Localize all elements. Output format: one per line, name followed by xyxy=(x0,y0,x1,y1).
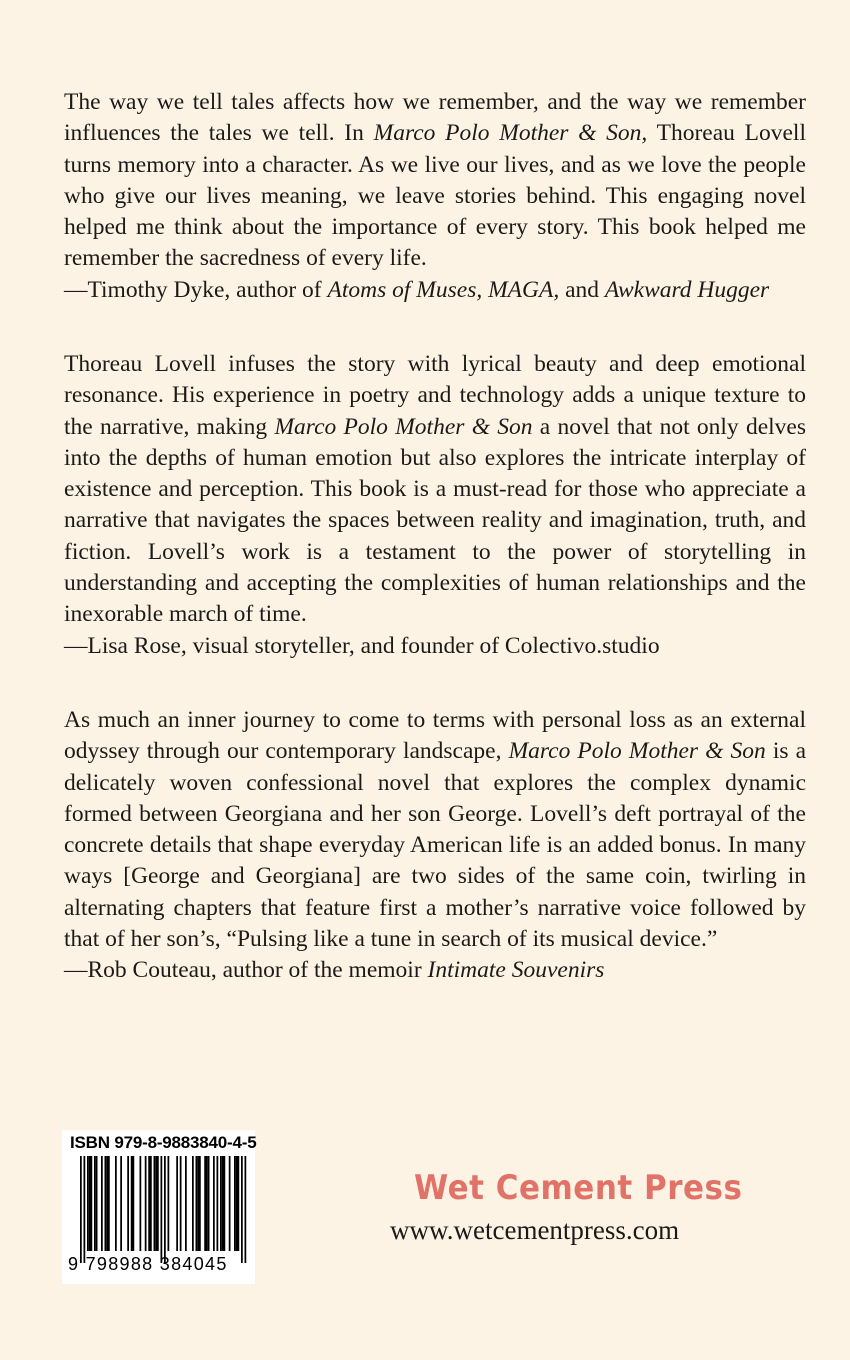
barcode-bar xyxy=(140,1156,142,1251)
blurb-text: Thoreau Lovell infuses the story with lyrical beauty and deep emotional resonance. His experience in poetry and technology adds a unique texture to the narrative, making xyxy=(64,351,806,440)
blurb-text: The way we tell tales affects how we remember, and the way we remember influences the tales we tell. In xyxy=(64,89,806,147)
barcode-bar xyxy=(108,1156,110,1251)
book-title: Marco Polo Mother & Son xyxy=(274,413,533,440)
barcode-bar xyxy=(120,1156,122,1251)
barcode-bar xyxy=(192,1156,194,1251)
book-title: Marco Polo Mother & Son, xyxy=(373,120,648,147)
barcode-bar xyxy=(106,1156,108,1251)
barcode-bar xyxy=(217,1156,219,1251)
barcode-bar xyxy=(196,1156,198,1251)
blurb-attribution: —Timothy Dyke, author of Atoms of Muses, MAGA, and Awkward Hugger xyxy=(64,276,770,303)
barcode-bar xyxy=(127,1156,129,1251)
barcode-bar xyxy=(168,1156,170,1251)
barcode-bar xyxy=(241,1156,243,1263)
book-title: Marco Polo Mother & Son xyxy=(508,738,766,765)
blurb-text: As much an inner journey to come to terms with personal loss as an external odyssey through our contemporary landscape, xyxy=(64,707,806,765)
barcode-bar xyxy=(131,1156,133,1251)
barcode-bar xyxy=(180,1156,182,1251)
blurb-timothy-dyke xyxy=(64,87,806,306)
isbn-barcode xyxy=(62,1130,255,1284)
barcode-bar xyxy=(185,1156,187,1251)
barcode-bar xyxy=(115,1156,117,1251)
blurb-text: is a delicately woven confessional novel that explores the complex dynamic formed between Georgiana and her son George. Lovell’s deft portrayal of the concrete details that shape everyday American life is an added bonus. In many ways [George and Georgiana] are two sides of the same coin, twirling in alternating chapters that feature first a mother’s narrative voice followed by that of her son’s, “Pulsing like a tune in search of its musical device.” xyxy=(64,738,807,953)
blurb-text: a novel that not only delves into the depths of human emotion but also explores the intricate interplay of existence and perception. This book is a must-read for those who appreciate a narrative that navigates the spaces between reality and imagination, truth, and fiction. Lovell’s work is a testament to the power of storytelling in understanding and accepting the complexities of human relationships and the inexorable march of time. xyxy=(64,413,806,628)
barcode-bar xyxy=(133,1156,135,1251)
blurb-rob-couteau xyxy=(64,705,806,987)
barcode-bar xyxy=(245,1156,247,1263)
barcode-bar xyxy=(234,1156,236,1251)
barcode-bar xyxy=(148,1156,150,1251)
barcode-bar xyxy=(222,1156,224,1251)
barcode-bar xyxy=(208,1156,210,1251)
barcode-bar xyxy=(224,1156,226,1251)
barcode-bar xyxy=(238,1156,240,1251)
barcode-bar xyxy=(199,1156,201,1251)
barcode-bar xyxy=(80,1156,82,1263)
blurb-lisa-rose xyxy=(64,349,806,662)
barcode-bar xyxy=(94,1156,96,1251)
barcode-bar xyxy=(155,1156,157,1251)
barcode-bar xyxy=(101,1156,103,1251)
barcode-bar xyxy=(236,1156,238,1251)
barcode-bar xyxy=(157,1156,159,1251)
barcode-bar xyxy=(154,1156,156,1251)
blurb-attribution: —Lisa Rose, visual storyteller, and founder of Colectivo.studio xyxy=(64,632,660,659)
barcode-bar xyxy=(105,1156,107,1251)
blurb-text: Thoreau Lovell turns memory into a character. As we live our lives, and as we love the people who give our lives meaning, we leave stories behind. This engaging novel helped me think about the importance of every story. This book helped me remember the sacredness of every life. xyxy=(64,120,806,272)
barcode-bar xyxy=(206,1156,208,1251)
barcode-bar xyxy=(213,1156,215,1251)
barcode-bar xyxy=(220,1156,222,1251)
barcode-bar xyxy=(176,1156,178,1251)
barcode-bar xyxy=(164,1156,166,1263)
barcode-bar xyxy=(204,1156,206,1251)
barcode-bar xyxy=(87,1156,89,1251)
barcode-bar xyxy=(89,1156,91,1251)
publisher-url: www.wetcementpress.com xyxy=(390,1215,680,1245)
barcode-digits: 9 798988 384045 xyxy=(68,1254,228,1274)
barcode-bar xyxy=(229,1156,231,1251)
barcode-bar xyxy=(91,1156,93,1251)
barcode-bar xyxy=(145,1156,147,1251)
publisher-logo: Wet Cement Press xyxy=(414,1168,743,1208)
barcode-bar xyxy=(84,1156,86,1263)
barcode-bar xyxy=(150,1156,152,1251)
barcode-bar xyxy=(197,1156,199,1251)
barcode-bar xyxy=(161,1156,163,1263)
barcode-bar xyxy=(96,1156,98,1251)
blurb-attribution: —Rob Couteau, author of the memoir Intimate Souvenirs xyxy=(64,957,605,984)
isbn-label: ISBN 979-8-9883840-4-5 xyxy=(70,1133,257,1152)
